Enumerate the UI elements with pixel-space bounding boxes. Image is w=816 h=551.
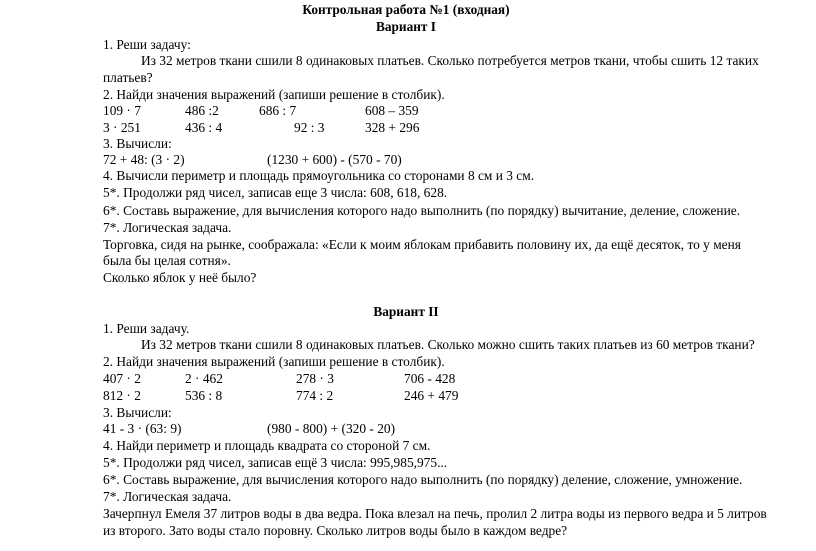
v2-task6: 6*. Составь выражение, для вычисления которого надо выполнить (по порядку) деление, сложение, умножение. bbox=[103, 472, 743, 487]
v1-expr-2-4: 328 + 296 bbox=[365, 120, 420, 135]
v1-expr-1-4: 608 – 359 bbox=[365, 103, 419, 118]
v1-task4: 4. Вычисли периметр и площадь прямоугольника со сторонами 8 см и 3 см. bbox=[103, 168, 535, 183]
v1-calc-a: 72 + 48: (3 · 2) bbox=[103, 152, 185, 167]
v1-expr-2-3: 92 : 3 bbox=[294, 120, 325, 135]
v1-expr-2-2: 436 : 4 bbox=[185, 120, 223, 135]
v1-expr-1-2: 486 :2 bbox=[185, 103, 219, 118]
v2-expr-1-4: 706 - 428 bbox=[404, 371, 456, 386]
worksheet-title: Контрольная работа №1 (входная) bbox=[302, 2, 510, 17]
v2-task4: 4. Найди периметр и площадь квадрата со стороной 7 см. bbox=[103, 438, 431, 453]
v1-task1-text-cont: платьев? bbox=[103, 70, 153, 85]
v2-expr-2-1: 812 · 2 bbox=[103, 388, 141, 403]
v2-expr-2-2: 536 : 8 bbox=[185, 388, 223, 403]
v1-task5: 5*. Продолжи ряд чисел, записав еще 3 числа: 608, 618, 628. bbox=[103, 185, 448, 200]
v2-calc-b: (980 - 800) + (320 - 20) bbox=[267, 421, 396, 436]
v1-calc-b: (1230 + 600) - (570 - 70) bbox=[267, 152, 402, 167]
v1-task6: 6*. Составь выражение, для вычисления которого надо выполнить (по порядку) вычитание, деление, сложение. bbox=[103, 203, 741, 218]
v2-task3-label: 3. Вычисли: bbox=[103, 405, 172, 420]
v1-expr-2-1: 3 · 251 bbox=[103, 120, 141, 135]
v2-expr-2-3: 774 : 2 bbox=[296, 388, 334, 403]
v1-task2-label: 2. Найди значения выражений (запиши решение в столбик). bbox=[103, 87, 445, 102]
v1-expr-1-1: 109 · 7 bbox=[103, 103, 141, 118]
v2-logic-text: Зачерпнул Емеля 37 литров воды в два ведра. Пока влезал на печь, пролил 2 литра воды из первого ведра и 5 литров bbox=[103, 506, 767, 521]
v2-task7: 7*. Логическая задача. bbox=[103, 489, 232, 504]
v1-logic-text-cont: была бы целая сотня». bbox=[103, 253, 231, 268]
variant-1-heading: Вариант I bbox=[375, 19, 436, 34]
v1-task7: 7*. Логическая задача. bbox=[103, 220, 232, 235]
variant-2-heading: Вариант II bbox=[373, 304, 439, 319]
v2-task1-label: 1. Реши задачу. bbox=[103, 321, 190, 336]
v2-expr-1-2: 2 · 462 bbox=[185, 371, 223, 386]
v2-expr-2-4: 246 + 479 bbox=[404, 388, 459, 403]
v2-expr-1-3: 278 · 3 bbox=[296, 371, 334, 386]
v1-task1-text: Из 32 метров ткани сшили 8 одинаковых платьев. Сколько потребуется метров ткани, чтобы сшить 12 таких bbox=[141, 53, 759, 68]
v1-logic-question: Сколько яблок у неё было? bbox=[103, 270, 257, 285]
v2-logic-text-cont: из второго. Зато воды стало поровну. Сколько литров воды было в каждом ведре? bbox=[103, 523, 568, 538]
v2-task1-text: Из 32 метров ткани сшили 8 одинаковых платьев. Сколько можно сшить таких платьев из 60 метров ткани? bbox=[141, 337, 755, 352]
v2-task2-label: 2. Найди значения выражений (запиши решение в столбик). bbox=[103, 354, 445, 369]
v1-task3-label: 3. Вычисли: bbox=[103, 136, 172, 151]
v1-logic-text: Торговка, сидя на рынке, соображала: «Если к моим яблокам прибавить половину их, да ещё десяток, то у меня bbox=[103, 237, 741, 252]
v1-expr-1-3: 686 : 7 bbox=[259, 103, 297, 118]
v2-task5: 5*. Продолжи ряд чисел, записав ещё 3 числа: 995,985,975... bbox=[103, 455, 448, 470]
v2-calc-a: 41 - 3 · (63: 9) bbox=[103, 421, 182, 436]
v2-expr-1-1: 407 · 2 bbox=[103, 371, 141, 386]
v1-task1-label: 1. Реши задачу: bbox=[103, 37, 191, 52]
